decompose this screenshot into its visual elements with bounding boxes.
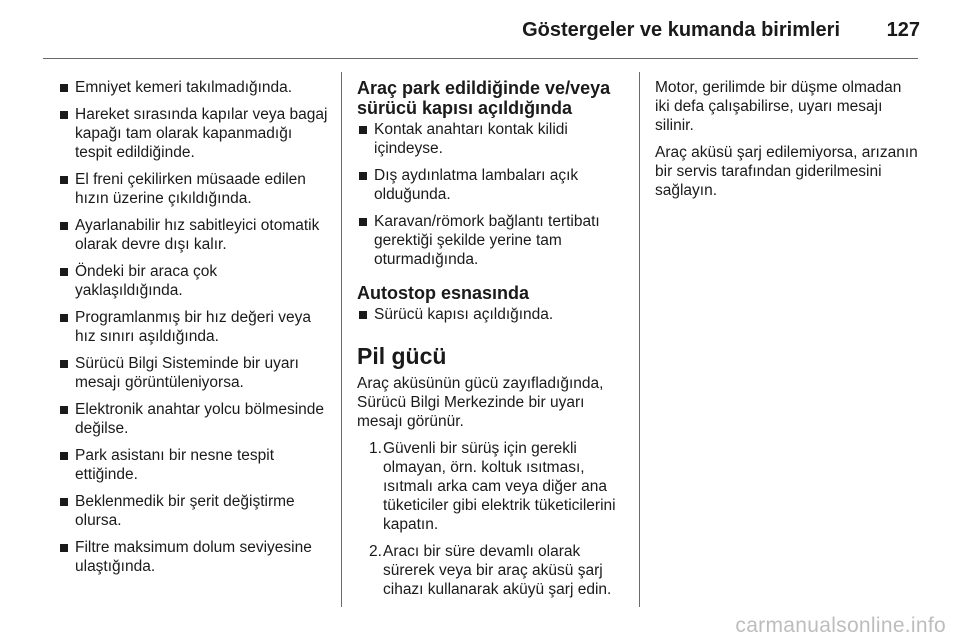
list-item: Kontak anahtarı kontak kilidi içindeyse. <box>357 120 632 158</box>
column-middle <box>357 78 632 607</box>
page-header <box>0 0 960 60</box>
list-item: Park asistanı bir nesne tespit ettiğinde. <box>58 446 328 484</box>
paragraph: Motor, gerilimde bir düşme olmadan iki defa çalışabilirse, uyarı mesajı silinir. <box>655 79 902 134</box>
list-item: Beklenmedik bir şerit değiştirme olursa. <box>58 492 328 530</box>
list-item: El freni çekilirken müsaade edilen hızın üzerine çıkıldığında. <box>58 170 328 208</box>
section-heading-battery: Pil gücü <box>357 343 447 369</box>
section-heading-autostop: Autostop esnasında <box>357 283 530 303</box>
list-item: Öndeki bir araca çok yaklaşıldığında. <box>58 262 328 300</box>
list-item: Karavan/römork bağlantı tertibatı gerektiği şekilde yerine tam oturmadığında. <box>357 212 632 269</box>
item-text: Güvenli bir sürüş için gerekli olmayan, örn. koltuk ısıtması, ısıtmalı arka cam veya diğer ana tüketiciler gibi elektrik tüketicilerini kapatın. <box>383 440 616 533</box>
column-left <box>58 78 328 584</box>
item-number: 2. <box>369 543 382 560</box>
list-item: Ayarlanabilir hız sabitleyici otomatik olarak devre dışı kalır. <box>58 216 328 254</box>
paragraph: Araç aküsü şarj edilemiyorsa, arızanın bir servis tarafından giderilmesini sağlayın. <box>655 144 918 199</box>
list-item: Elektronik anahtar yolcu bölmesinde değilse. <box>58 400 328 438</box>
list-item: Hareket sırasında kapılar veya bagaj kapağı tam olarak kapanmadığı tespit edildiğinde. <box>58 105 328 162</box>
list-item: Sürücü Bilgi Sisteminde bir uyarı mesajı görüntüleniyorsa. <box>58 354 328 392</box>
list-item: Sürücü kapısı açıldığında. <box>357 305 632 324</box>
page-number: 127 <box>886 19 920 41</box>
item-number: 1. <box>369 440 382 457</box>
section-heading-parking: Araç park edildiğinde ve/veya sürücü kapısı açıldığında <box>357 78 611 118</box>
column-divider-left <box>341 72 342 607</box>
list-item: Programlanmış bir hız değeri veya hız sınırı aşıldığında. <box>58 308 328 346</box>
list-item: Filtre maksimum dolum seviyesine ulaştığında. <box>58 538 328 576</box>
header-divider <box>43 58 918 59</box>
list-item: Emniyet kemeri takılmadığında. <box>58 78 328 97</box>
page-title: Göstergeler ve kumanda birimleri <box>522 19 840 41</box>
watermark: carmanualsonline.info <box>735 614 946 637</box>
numbered-item <box>357 439 632 534</box>
column-right <box>655 78 920 208</box>
battery-intro-paragraph: Araç aküsünün gücü zayıfladığında, Sürücü Bilgi Merkezinde bir uyarı mesajı görünür. <box>357 375 604 430</box>
item-text: Aracı bir süre devamlı olarak sürerek veya bir araç aküsü şarj cihazı kullanarak aküyü şarj edin. <box>383 543 612 598</box>
numbered-item <box>357 542 632 599</box>
list-item: Dış aydınlatma lambaları açık olduğunda. <box>357 166 632 204</box>
column-divider-right <box>639 72 640 607</box>
